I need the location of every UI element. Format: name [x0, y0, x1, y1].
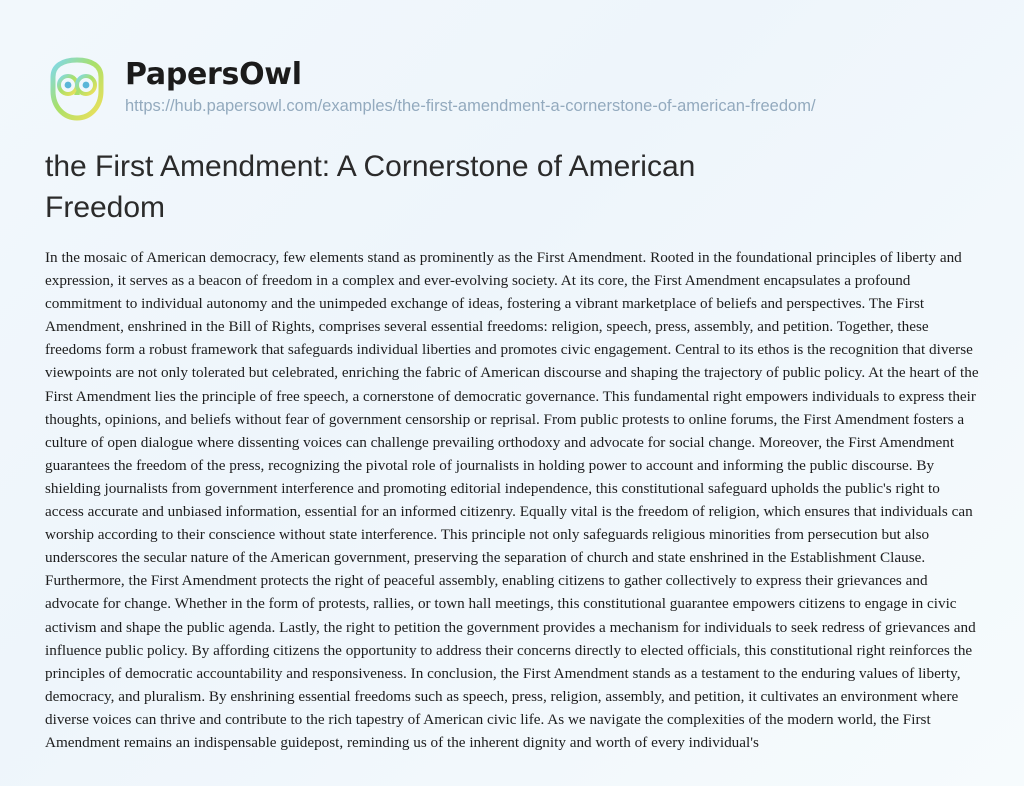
article-body	[45, 246, 979, 754]
source-url[interactable]: https://hub.papersowl.com/examples/the-first-amendment-a-cornerstone-of-american-freedom/	[125, 96, 816, 115]
article-paragraph: In the mosaic of American democracy, few elements stand as prominently as the First Amendment. Rooted in the foundational principles of liberty and expression, it serves as a beacon of freedom in a complex and ever-evolving society. At its core, the First Amendment encapsulates a profound commitment to individual autonomy and the unimpeded exchange of ideas, fostering a vibrant marketplace of beliefs and perspectives. The First Amendment, enshrined in the Bill of Rights, comprises several essential freedoms: religion, speech, press, assembly, and petition. Together, these freedoms form a robust framework that safeguards individual liberties and promotes civic engagement. Central to its ethos is the recognition that diverse viewpoints are not only tolerated but celebrated, enriching the fabric of American discourse and shaping the trajectory of public policy. At the heart of the First Amendment lies the principle of free speech, a cornerstone of democratic governance. This fundamental right empowers individuals to express their thoughts, opinions, and beliefs without fear of government censorship or reprisal. From public protests to online forums, the First Amendment fosters a culture of open dialogue where dissenting voices can challenge prevailing orthodoxy and advocate for social change. Moreover, the First Amendment guarantees the freedom of the press, recognizing the pivotal role of journalists in holding power to account and informing the public discourse. By shielding journalists from government interference and promoting editorial independence, this constitutional safeguard upholds the public's right to access accurate and unbiased information, essential for an informed citizenry. Equally vital is the freedom of religion, which ensures that individuals can worship according to their conscience without state interference. This principle not only safeguards religious minorities from persecution but also underscores the secular nature of the American government, preserving the separation of church and state enshrined in the Establishment Clause. Furthermore, the First Amendment protects the right of peaceful assembly, enabling citizens to gather collectively to express their grievances and advocate for change. Whether in the form of protests, rallies, or town hall meetings, this constitutional guarantee empowers citizens to engage in civic activism and shape the public agenda. Lastly, the right to petition the government provides a mechanism for individuals to seek redress of grievances and influence public policy. By affording citizens the opportunity to address their concerns directly to elected officials, this constitutional right reinforces the principles of democratic accountability and responsiveness. In conclusion, the First Amendment stands as a testament to the enduring values of liberty, democracy, and pluralism. By enshrining essential freedoms such as speech, press, religion, assembly, and petition, it cultivates an environment where diverse voices can thrive and contribute to the rich tapestry of American civic life. As we navigate the complexities of the modern world, the First Amendment remains an indispensable guidepost, reminding us of the inherent dignity and worth of every individual's	[45, 249, 979, 751]
site-header	[0, 0, 1024, 121]
brand-block	[125, 55, 816, 118]
page-title: the First Amendment: A Cornerstone of American Freedom	[45, 150, 696, 224]
brand-name: PapersOwl	[125, 57, 302, 92]
owl-logo-icon	[45, 57, 109, 121]
